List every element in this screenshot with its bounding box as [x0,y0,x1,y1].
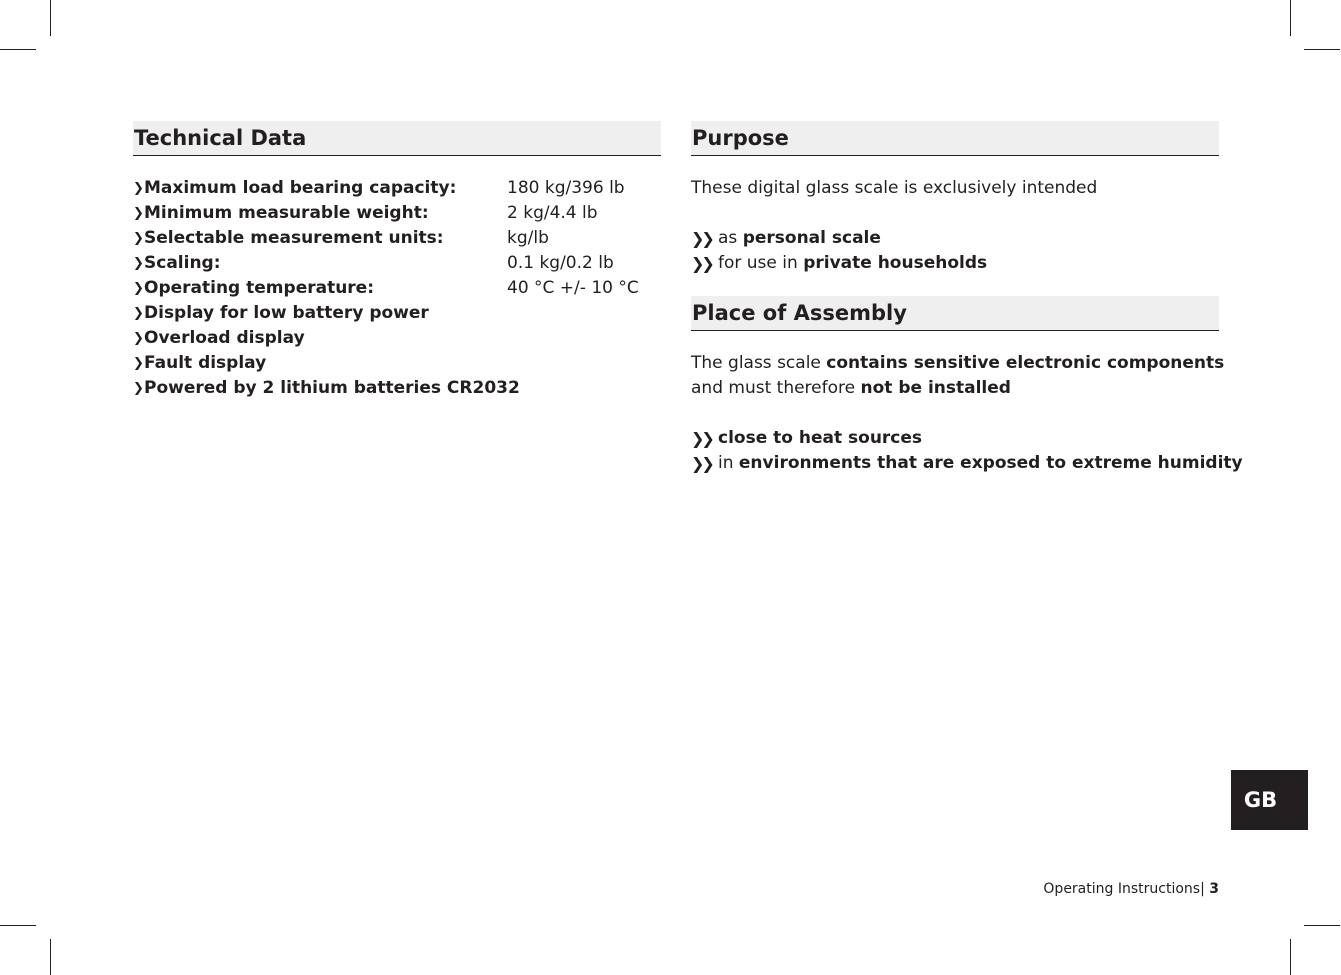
purpose-intro: These digital glass scale is exclusively intended [691,178,1098,198]
spec-label: Minimum measurable weight: [144,203,429,223]
assembly-bullet-list [691,426,1243,476]
crop-mark [1290,939,1291,975]
spec-row [133,326,661,351]
spec-label: Selectable measurement units: [144,228,444,248]
spec-label: Maximum load bearing capacity: [144,178,457,198]
assembly-line-1-bold: contains sensitive electronic components [826,353,1225,373]
bullet-bold: environments that are exposed to extreme humidity [738,453,1243,473]
chevron-right-icon: ❯ [133,181,144,196]
spec-value: 2 kg/4.4 lb [507,203,598,223]
spec-value: 0.1 kg/0.2 lb [507,253,614,273]
page-number: 3 [1209,881,1219,897]
spec-row [133,251,661,276]
list-item [691,451,1243,476]
technical-data-heading: Technical Data [133,121,661,156]
assembly-line-1 [691,351,1225,376]
spec-label: Operating temperature: [144,278,375,298]
chevron-right-icon: ❯ [133,306,144,321]
page-footer [1043,879,1219,899]
assembly-line-2 [691,376,1219,401]
chevron-right-icon: ❯ [133,281,144,296]
bullet-prefix: in [718,453,739,473]
bullet-prefix: as [718,228,743,248]
crop-mark [0,925,36,926]
spec-label: Powered by 2 lithium batteries CR2032 [144,378,520,398]
list-item [691,426,1219,451]
purpose-bullet-list [691,226,1219,276]
chevron-right-icon: ❯ [133,356,144,371]
crop-mark [1290,0,1291,36]
crop-mark [1304,925,1340,926]
bullet-bold: private households [803,253,988,273]
chevron-right-icon: ❯ [133,381,144,396]
spec-row [133,201,661,226]
spec-row [133,226,661,251]
crop-mark [50,939,51,975]
list-item [691,251,1219,276]
spec-row [133,176,661,201]
assembly-line-1-prefix: The glass scale [691,353,827,373]
bullet-prefix: for use in [718,253,804,273]
double-chevron-right-icon: ❯❯ [691,229,712,248]
spec-label: Overload display [144,328,305,348]
spec-row [133,376,661,401]
spec-value: 40 °C +/- 10 °C [507,278,639,298]
assembly-heading: Place of Assembly [691,296,1219,331]
crop-mark [50,0,51,36]
chevron-right-icon: ❯ [133,231,144,246]
spec-label: Fault display [144,353,267,373]
spec-row [133,301,661,326]
chevron-right-icon: ❯ [133,256,144,271]
double-chevron-right-icon: ❯❯ [691,254,712,273]
spec-label: Scaling: [144,253,221,273]
crop-mark [1304,49,1340,50]
assembly-line-2-bold: not be installed [860,378,1011,398]
double-chevron-right-icon: ❯❯ [691,454,712,473]
crop-mark [0,49,36,50]
bullet-bold: personal scale [742,228,881,248]
technical-data-section [133,121,661,401]
assembly-line-2-prefix: and must therefore [691,378,861,398]
list-item [691,226,1219,251]
purpose-assembly-section [691,121,1243,476]
spec-value: kg/lb [507,228,549,248]
chevron-right-icon: ❯ [133,331,144,346]
double-chevron-right-icon: ❯❯ [691,429,712,448]
purpose-heading: Purpose [691,121,1219,156]
spec-list [133,176,661,401]
spec-label: Display for low battery power [144,303,429,323]
language-tab: GB [1231,770,1308,830]
bullet-bold: close to heat sources [718,428,923,448]
spec-value: 180 kg/396 lb [507,178,625,198]
spec-row [133,276,661,301]
footer-label: Operating Instructions| [1043,881,1205,897]
spec-row [133,351,661,376]
chevron-right-icon: ❯ [133,206,144,221]
